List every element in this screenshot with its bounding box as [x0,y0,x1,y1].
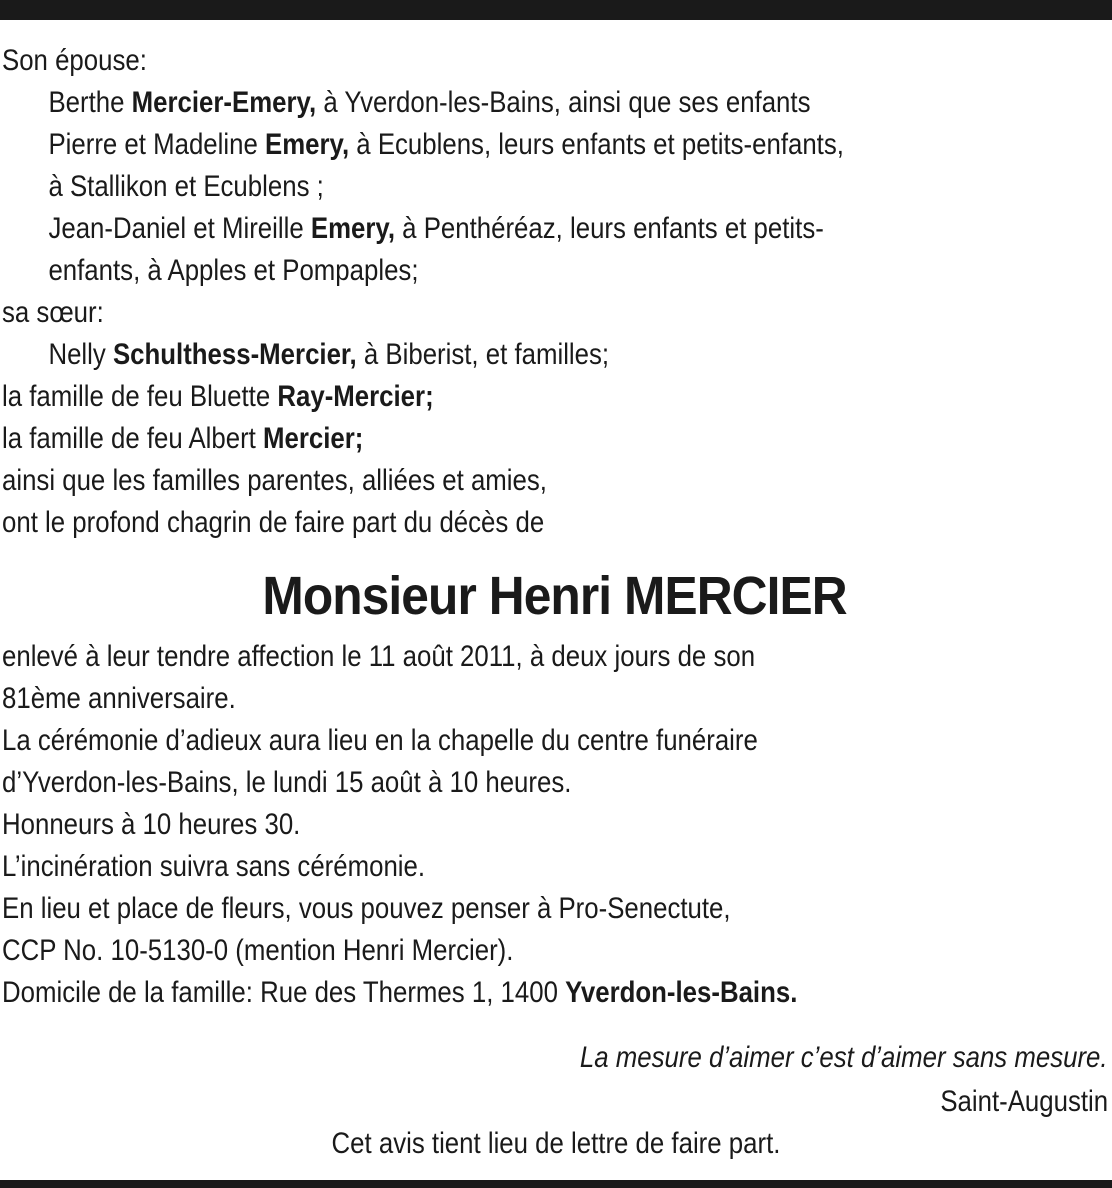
intro-line-sister-heading [2,292,1108,334]
intro-line-family-mercier [2,418,1108,460]
intro-text: enfants, à Apples et Pompaples; [48,254,419,287]
detail-text: En lieu et place de fleurs, vous pouvez penser à Pro-Senectute, [2,892,731,925]
detail-text: 81ème anniversaire. [2,682,236,715]
deceased-name [2,562,1108,630]
intro-line-spouse-heading [2,40,1108,82]
detail-text: CCP No. 10-5130-0 (mention Henri Mercier). [2,934,514,967]
intro-line-child-1 [2,124,1108,166]
detail-line-9 [2,972,1108,1014]
intro-text: la famille de feu Bluette [2,380,278,413]
intro-text: Pierre et Madeline [48,128,265,161]
intro-text: à Stallikon et Ecublens ; [48,170,324,203]
intro-text: à Biberist, et familles; [356,338,610,371]
detail-line-2 [2,678,1108,720]
intro-line-family-ray [2,376,1108,418]
intro-line-spouse [2,82,1108,124]
bottom-rule [0,1180,1112,1188]
intro-text: ainsi que les familles parentes, alliées et amies, [2,464,547,497]
intro-text: sa sœur: [2,296,104,329]
intro-text: Berthe [48,86,132,119]
top-rule [0,0,1112,20]
detail-line-7 [2,888,1108,930]
family-name: Ray-Mercier; [277,380,434,413]
intro-text: la famille de feu Albert [2,422,264,455]
family-name: Emery, [310,212,396,245]
detail-line-8 [2,930,1108,972]
family-name: Mercier-Emery, [131,86,317,119]
family-name: Emery, [264,128,350,161]
intro-line-relatives [2,460,1108,502]
detail-text: L’incinération suivra sans cérémonie. [2,850,426,883]
detail-line-1 [2,636,1108,678]
intro-text: à Ecublens, leurs enfants et petits-enfants, [349,128,844,161]
intro-line-sister [2,334,1108,376]
detail-text: enlevé à leur tendre affection le 11 août 2011, à deux jours de son [2,640,756,673]
intro-text: Jean-Daniel et Mireille [48,212,311,245]
detail-line-4 [2,762,1108,804]
quote: La mesure d’aimer c’est d’aimer sans mesure. [580,1041,1108,1074]
family-name: Mercier; [263,422,364,455]
intro-line-child-2-cont [2,250,1108,292]
detail-line-5 [2,804,1108,846]
place-name: Yverdon-les-Bains. [565,976,798,1009]
detail-line-3 [2,720,1108,762]
intro-text: ont le profond chagrin de faire part du décès de [2,506,545,539]
detail-text: Honneurs à 10 heures 30. [2,808,301,841]
footer-note [0,1123,1112,1165]
intro-text: Son épouse: [2,44,147,77]
intro-line-child-2 [2,208,1108,250]
detail-line-6 [2,846,1108,888]
detail-text: La cérémonie d’adieux aura lieu en la chapelle du centre funéraire [2,724,758,757]
intro-line-child-1-cont [2,166,1108,208]
detail-text: Domicile de la famille: Rue des Thermes 1, 1400 [2,976,566,1009]
quote-author: Saint-Augustin [940,1085,1108,1118]
intro-line-announce [2,502,1108,544]
announcement-body [2,40,1108,1014]
detail-text: d’Yverdon-les-Bains, le lundi 15 août à 10 heures. [2,766,572,799]
intro-text: Nelly [48,338,113,371]
intro-text: à Yverdon-les-Bains, ainsi que ses enfants [316,86,811,119]
footer-note-text: Cet avis tient lieu de lettre de faire part. [331,1127,781,1160]
family-name: Schulthess-Mercier, [112,338,357,371]
intro-text: à Penthéréaz, leurs enfants et petits- [395,212,824,245]
deceased-name-text: Monsieur Henri MERCIER [262,566,848,626]
